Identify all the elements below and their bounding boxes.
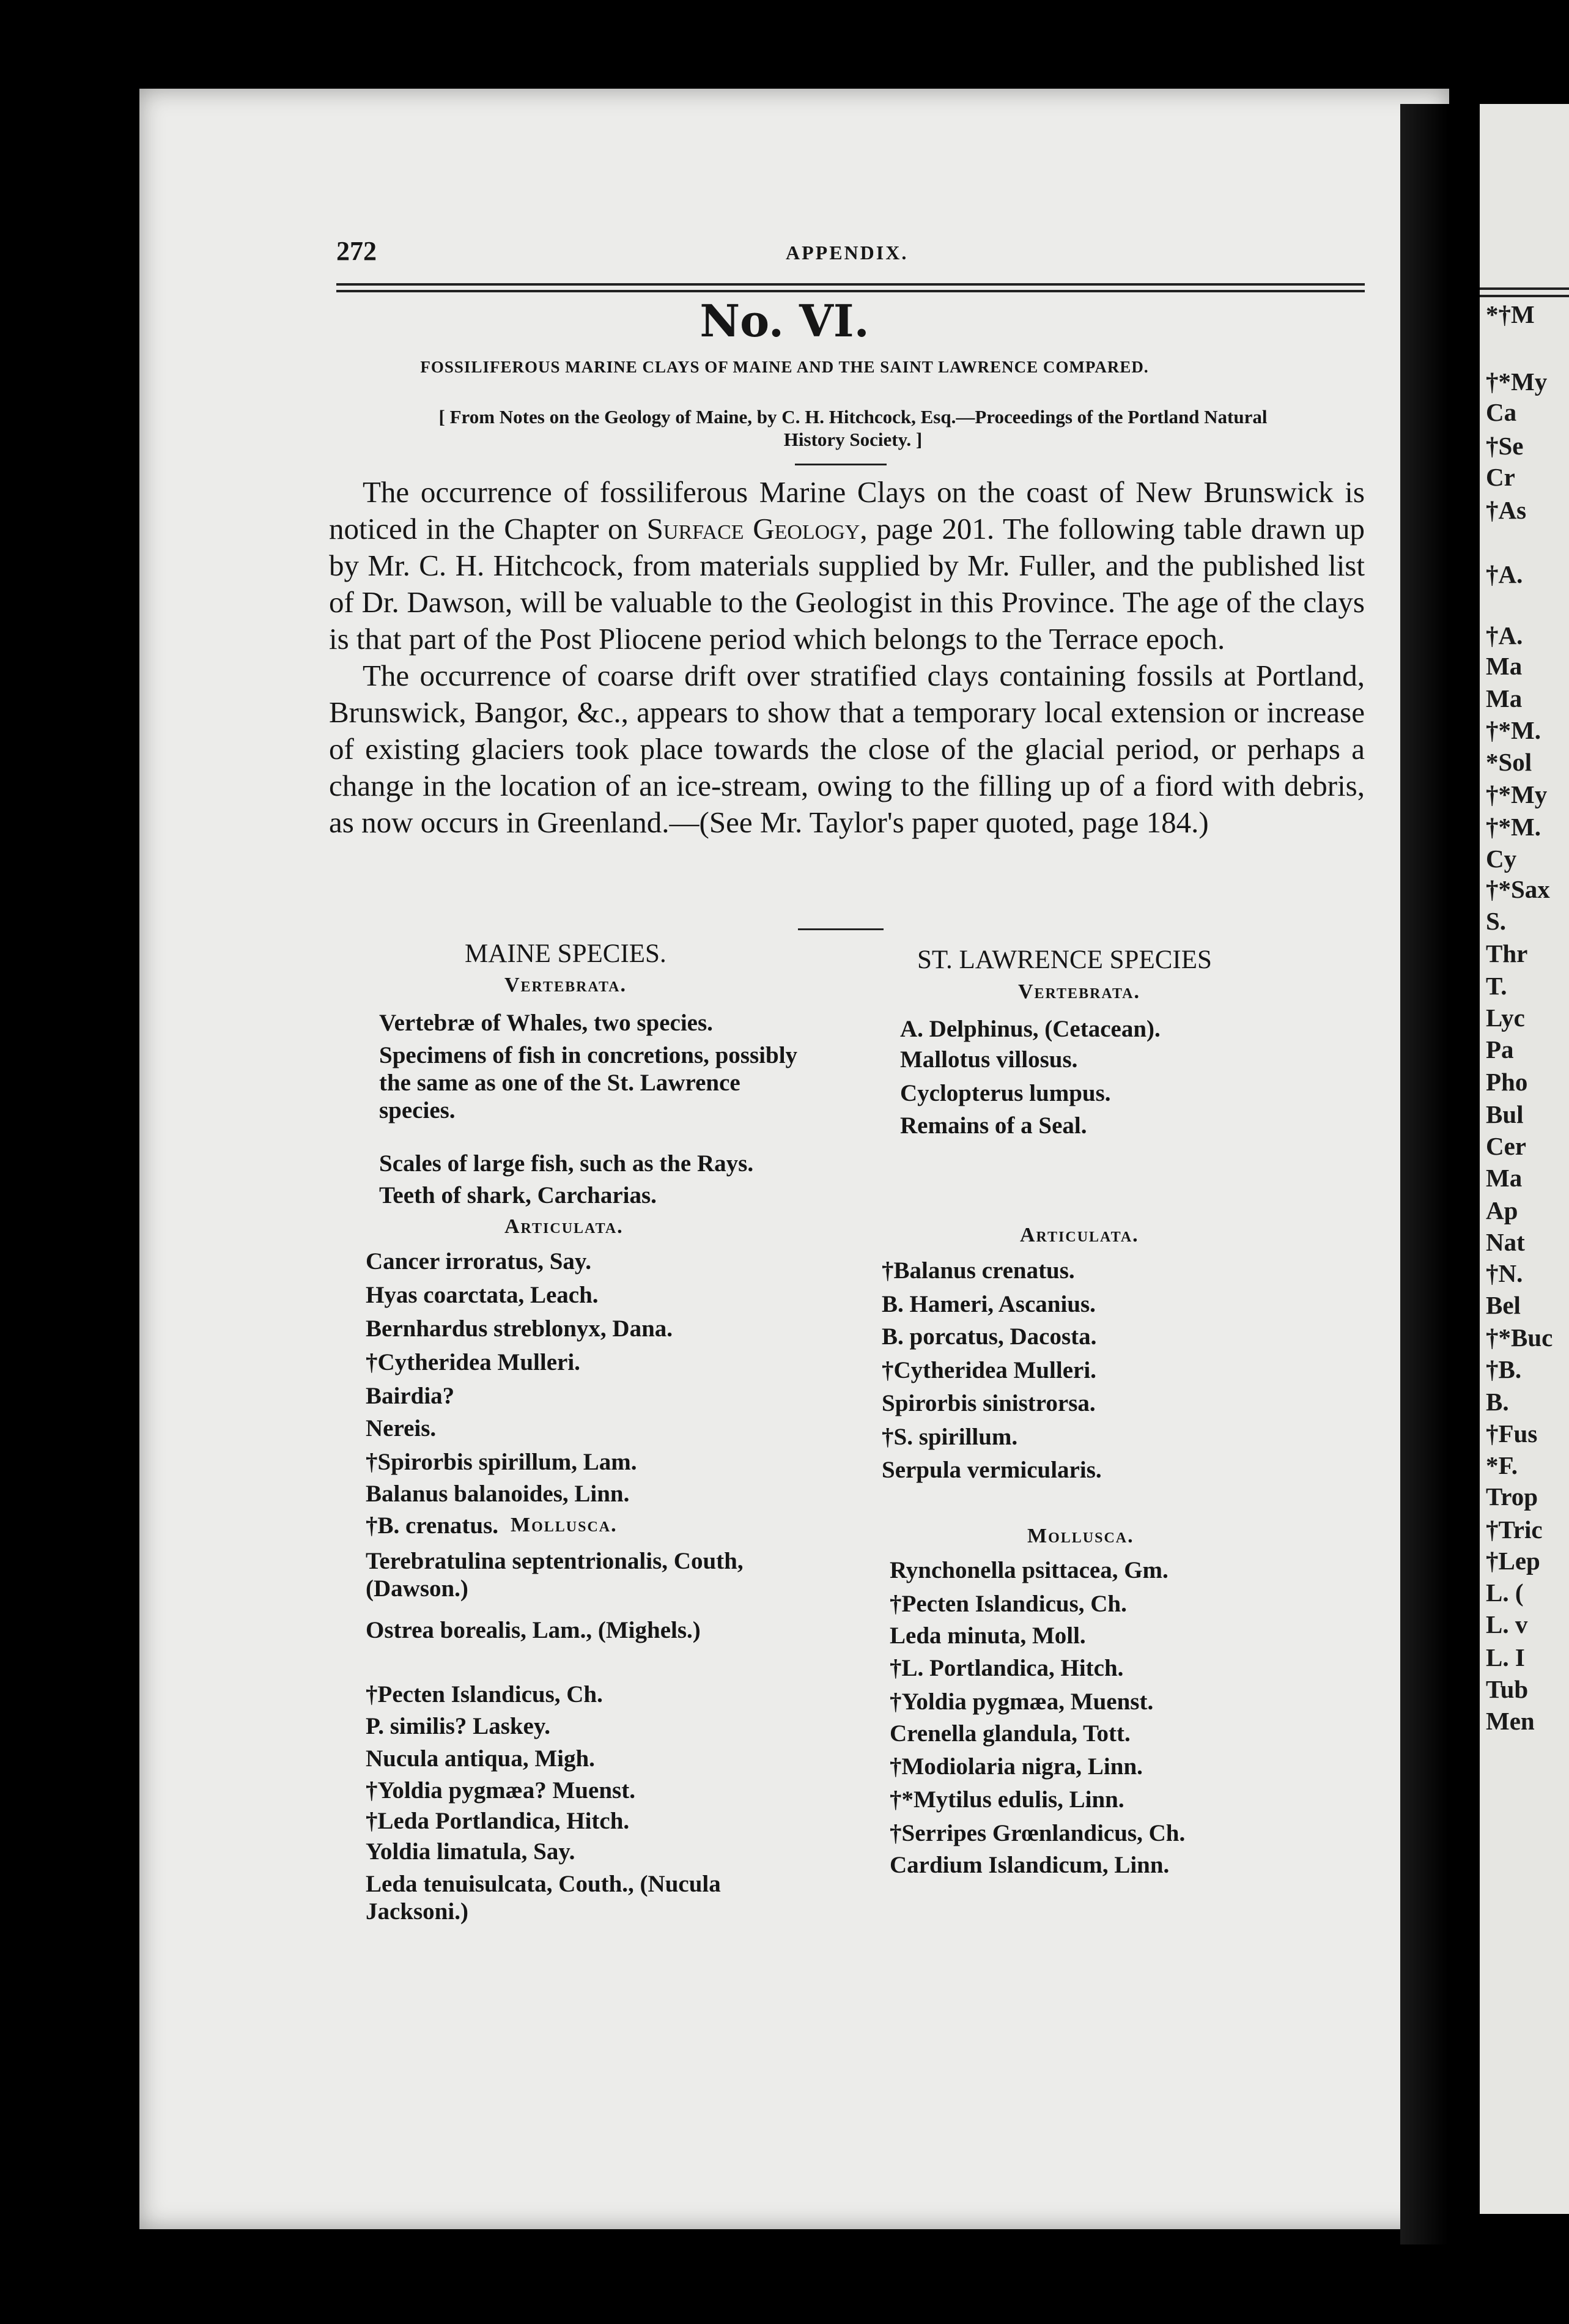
stlawrence-mollusca-item: †L. Portlandica, Hitch. — [890, 1655, 1124, 1681]
facing-page-line: †Se — [1486, 432, 1524, 460]
stlawrence-mollusca-item: †Yoldia pygmæa, Muenst. — [890, 1689, 1154, 1715]
stlawrence-mollusca-item: †Serripes Grœnlandicus, Ch. — [890, 1820, 1186, 1846]
maine-vertebrata-heading: Vertebrata. — [504, 974, 627, 996]
intro-paragraph-1 — [329, 474, 1365, 657]
facing-page-rule — [1480, 287, 1569, 290]
facing-page-line: Ma — [1486, 684, 1523, 712]
book-gutter — [1400, 104, 1480, 2244]
facing-page-line: †Lep — [1486, 1547, 1540, 1575]
facing-page-line: L. v — [1486, 1610, 1528, 1638]
stlawrence-vertebrata-item: A. Delphinus, (Cetacean). — [900, 1016, 1161, 1042]
stlawrence-articulata-heading: Articulata. — [1020, 1224, 1139, 1246]
section-number: No. VI. — [700, 295, 869, 347]
maine-mollusca-item: Terebratulina septentrionalis, Couth, (Dawson.) — [366, 1548, 744, 1602]
section-title: FOSSILIFEROUS MARINE CLAYS OF MAINE AND THE SAINT LAWRENCE COMPARED. — [420, 358, 1149, 376]
facing-page-line: L. I — [1486, 1643, 1525, 1671]
facing-page-line: Ca — [1486, 398, 1517, 426]
facing-page-line: Cr — [1486, 463, 1515, 491]
facing-page-line: Men — [1486, 1707, 1535, 1735]
maine-articulata-heading: Articulata. — [504, 1215, 624, 1238]
stlawrence-mollusca-item: †Pecten Islandicus, Ch. — [890, 1591, 1127, 1617]
stlawrence-articulata-item: †S. spirillum. — [882, 1424, 1018, 1450]
stlawrence-mollusca-heading: Mollusca. — [1027, 1525, 1134, 1547]
running-head: APPENDIX. — [786, 242, 909, 264]
maine-column-heading: MAINE SPECIES. — [465, 939, 666, 968]
facing-page-line: Bul — [1486, 1100, 1524, 1128]
stlawrence-articulata-item: †Cytheridea Mulleri. — [882, 1357, 1096, 1383]
maine-articulata-item: Balanus balanoides, Linn. — [366, 1481, 630, 1507]
facing-page-line: Trop — [1486, 1482, 1538, 1511]
maine-articulata-item: Nereis. — [366, 1415, 437, 1441]
facing-page-line: Ma — [1486, 1164, 1523, 1192]
maine-articulata-item: Bernhardus streblonyx, Dana. — [366, 1316, 673, 1342]
facing-page-line: †*M. — [1486, 716, 1541, 744]
facing-page-line: Lyc — [1486, 1004, 1525, 1032]
maine-vertebrata-item: Teeth of shark, Carcharias. — [379, 1182, 657, 1208]
maine-mollusca-item: P. similis? Laskey. — [366, 1713, 550, 1739]
facing-page-line: Pho — [1486, 1068, 1528, 1096]
intro-paragraph-2: The occurrence of coarse drift over stratified clays containing fossils at Portland, Brunswick, Bangor, &c., appears to show that a temporary local extension or increase of existing glaciers took place towards the close of the glacial period, or perhaps a change in the location of an ice-stream, owing to the filling up of a fiord with debris, as now occurs in Greenland.—(See Mr. Taylor's paper quoted, page 184.) — [329, 659, 1365, 839]
maine-articulata-item: Hyas coarctata, Leach. — [366, 1282, 599, 1308]
source-note — [342, 405, 1364, 451]
maine-articulata-item: †B. crenatus. — [366, 1512, 499, 1539]
facing-page-line: T. — [1486, 972, 1507, 1000]
maine-mollusca-item: †Yoldia pygmæa? Muenst. — [366, 1777, 635, 1804]
maine-articulata-item: Bairdia? — [366, 1383, 455, 1409]
intro-p1-text-a: The occurrence of fossiliferous Marine Clays on the coast of New Brunswick is noticed in the Chapter on — [329, 475, 1365, 546]
header-rule-top — [336, 283, 1365, 286]
maine-articulata-item: †Spirorbis spirillum, Lam. — [366, 1449, 637, 1475]
stlawrence-vertebrata-heading: Vertebrata. — [1018, 980, 1141, 1003]
maine-articulata-item: †Cytheridea Mulleri. — [366, 1349, 580, 1375]
facing-page-line: †A. — [1486, 560, 1523, 588]
facing-page — [1480, 104, 1569, 2214]
stlawrence-articulata-item: Spirorbis sinistrorsa. — [882, 1390, 1096, 1416]
stlawrence-articulata-item: B. porcatus, Dacosta. — [882, 1323, 1097, 1350]
facing-page-line: †B. — [1486, 1355, 1522, 1383]
facing-page-line: Cer — [1486, 1132, 1527, 1160]
facing-page-line: B. — [1486, 1388, 1509, 1416]
maine-mollusca-item: Yoldia limatula, Say. — [366, 1838, 575, 1865]
facing-page-line: Tub — [1486, 1675, 1529, 1703]
maine-mollusca-item: Ostrea borealis, Lam., (Mighels.) — [366, 1617, 701, 1643]
maine-mollusca-item: †Pecten Islandicus, Ch. — [366, 1681, 603, 1708]
maine-mollusca-item: Leda tenuisulcata, Couth., (Nucula Jacksoni.) — [366, 1871, 721, 1925]
facing-page-line: †*My — [1486, 368, 1548, 396]
facing-page-line: †As — [1486, 496, 1527, 524]
maine-vertebrata-item: Scales of large fish, such as the Rays. — [379, 1150, 754, 1177]
stlawrence-mollusca-item: †*Mytilus edulis, Linn. — [890, 1786, 1124, 1813]
stlawrence-articulata-item: †Balanus crenatus. — [882, 1257, 1075, 1284]
facing-page-line: *†M — [1486, 300, 1535, 328]
source-line-1: [ From Notes on the Geology of Maine, by C. H. Hitchcock, Esq.—Proceedings of the Portland Natural — [438, 406, 1268, 427]
stlawrence-articulata-item: B. Hameri, Ascanius. — [882, 1291, 1096, 1317]
intro-text — [329, 474, 1365, 841]
facing-page-line: Ma — [1486, 652, 1523, 680]
stlawrence-vertebrata-item: Cyclopterus lumpus. — [900, 1080, 1111, 1106]
stlawrence-articulata-item: Serpula vermicularis. — [882, 1457, 1102, 1483]
page-number: 272 — [336, 236, 377, 266]
facing-page-line: *F. — [1486, 1451, 1518, 1479]
maine-vertebrata-item: Specimens of fish in concretions, possibly the same as one of the St. Lawrence species. — [379, 1042, 798, 1123]
maine-vertebrata-item: Vertebræ of Whales, two species. — [379, 1010, 713, 1036]
facing-page-line: Nat — [1486, 1228, 1525, 1256]
header-rule-bottom — [336, 290, 1365, 292]
maine-mollusca-item: †Leda Portlandica, Hitch. — [366, 1808, 630, 1834]
facing-page-line: †*M. — [1486, 813, 1541, 841]
facing-page-line: *Sol — [1486, 748, 1532, 776]
facing-page-line: †Tric — [1486, 1515, 1543, 1544]
maine-mollusca-item: Nucula antiqua, Migh. — [366, 1745, 595, 1772]
facing-page-line: Cy — [1486, 845, 1517, 873]
stlawrence-mollusca-item: †Modiolaria nigra, Linn. — [890, 1753, 1143, 1780]
facing-page-line: †A. — [1486, 621, 1523, 649]
chapter-reference: Surface Geology — [646, 512, 860, 546]
stlawrence-mollusca-item: Crenella glandula, Tott. — [890, 1720, 1131, 1747]
intro-p1-text-b: , page 201. The following table drawn up by Mr. C. H. Hitchcock, from materials supplied by Mr. Fuller, and the published list of Dr. Dawson, will be valuable to the Geologist in this Province. The age of the clays is that part of the Post Pliocene period which belongs to the Terrace epoch. — [329, 512, 1365, 656]
stlawrence-vertebrata-item: Remains of a Seal. — [900, 1112, 1087, 1139]
title-rule — [795, 464, 887, 465]
intro-rule — [798, 928, 884, 930]
facing-page-line: Pa — [1486, 1035, 1514, 1064]
facing-page-line: †N. — [1486, 1259, 1523, 1287]
facing-page-line: †*Sax — [1486, 875, 1550, 903]
facing-page-line: Bel — [1486, 1291, 1521, 1319]
maine-articulata-item: Cancer irroratus, Say. — [366, 1248, 592, 1275]
stlawrence-vertebrata-item: Mallotus villosus. — [900, 1046, 1078, 1073]
source-line-2: History Society. ] — [783, 429, 923, 450]
stlawrence-mollusca-item: Leda minuta, Moll. — [890, 1623, 1086, 1649]
facing-page-line: †*Buc — [1486, 1323, 1553, 1352]
facing-page-line: Thr — [1486, 939, 1528, 968]
stlawrence-mollusca-item: Rynchonella psittacea, Gm. — [890, 1557, 1168, 1583]
stlawrence-mollusca-item: Cardium Islandicum, Linn. — [890, 1852, 1170, 1878]
facing-page-line: †*My — [1486, 780, 1548, 809]
facing-page-line: L. ( — [1486, 1578, 1524, 1607]
maine-mollusca-heading: Mollusca. — [511, 1514, 618, 1536]
facing-page-line: S. — [1486, 907, 1507, 935]
stlawrence-column-heading: ST. LAWRENCE SPECIES — [917, 946, 1212, 974]
facing-page-line: Ap — [1486, 1196, 1518, 1224]
facing-page-line: †Fus — [1486, 1419, 1538, 1448]
